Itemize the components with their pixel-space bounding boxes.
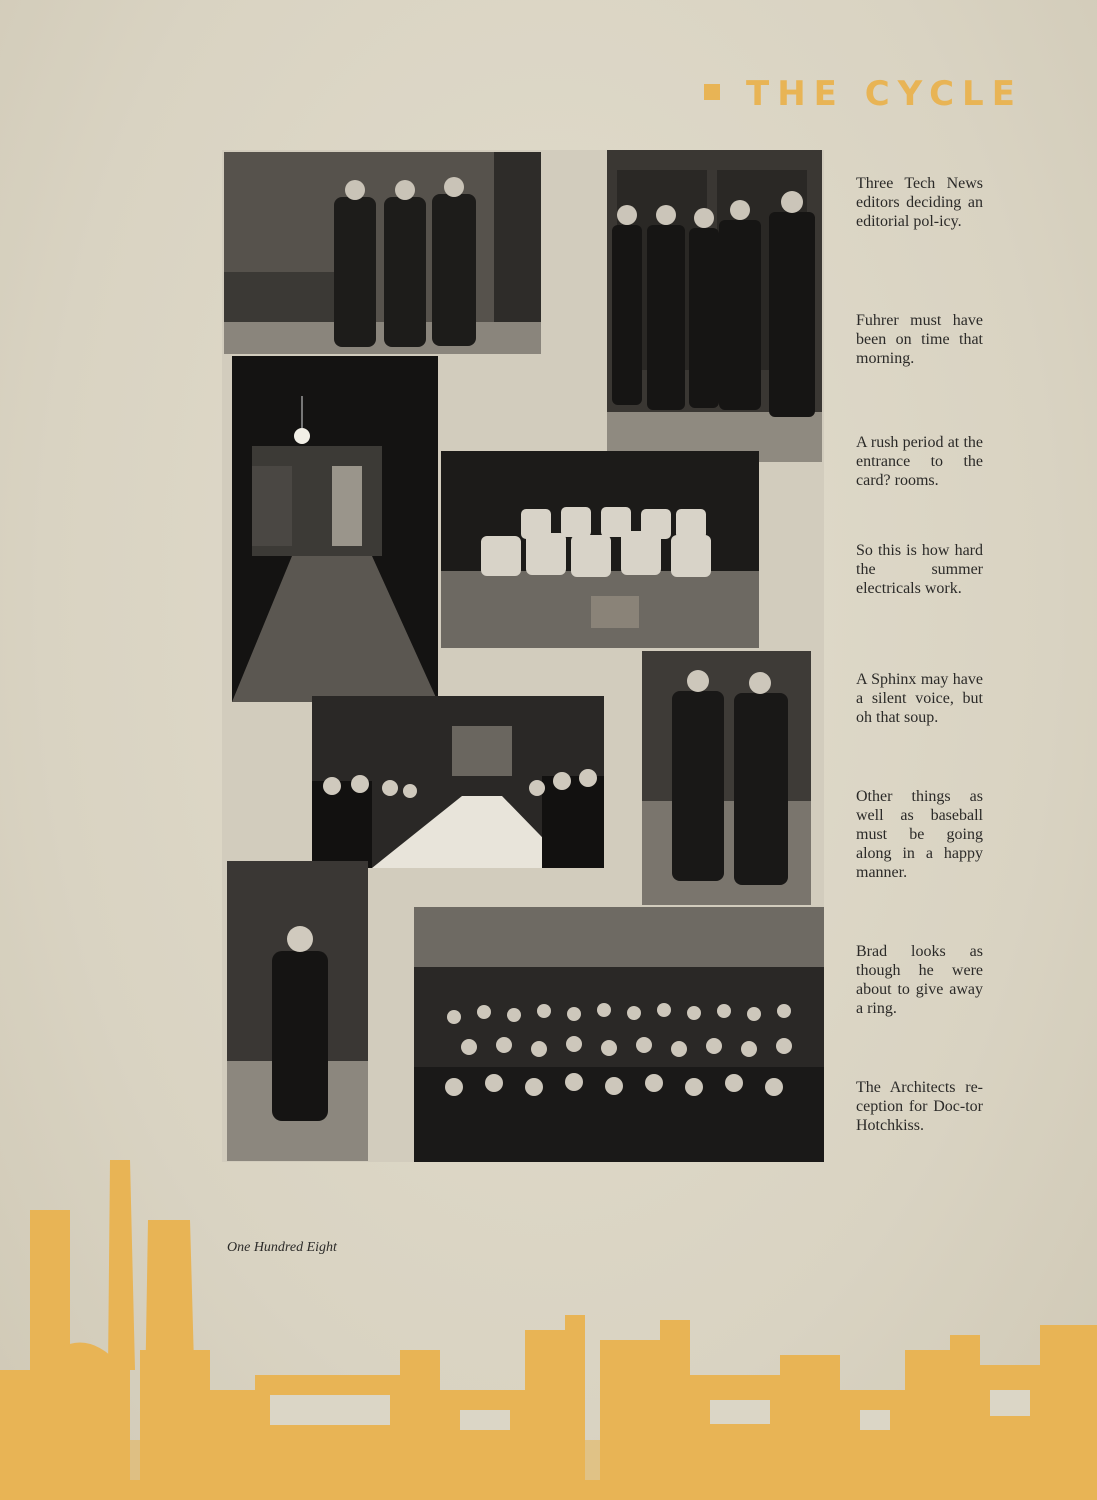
caption-tech-news-editors: Three Tech News editors deciding an editorial pol-icy. [856, 175, 983, 230]
header-square-ornament [704, 84, 720, 100]
photo-two-men [642, 651, 811, 905]
caption-architects: The Architects re-ception for Doc-tor Hotchkiss. [856, 1079, 983, 1134]
photo-sphinx-dinner [312, 696, 604, 868]
caption-rush-period: A rush period at the entrance to the card? rooms. [856, 434, 983, 489]
photo-architects-reception-crowd [414, 907, 824, 1162]
skyline-illustration [0, 1140, 1097, 1500]
photo-corridor [232, 356, 438, 702]
caption-sphinx: A Sphinx may have a silent voice, but oh that soup. [856, 671, 983, 726]
photo-brad [227, 861, 368, 1161]
photo-two-men-figures [642, 651, 811, 905]
page-number: One Hundred Eight [227, 1240, 337, 1255]
page-header-title: THE CYCLE [746, 74, 1023, 114]
photo-architects-reception [414, 907, 824, 1162]
photo-summer-electricals [441, 451, 759, 648]
photo-corridor-scene [232, 356, 438, 702]
photo-summer-electricals-figures [441, 451, 759, 648]
photo-three-editors-figures [224, 152, 541, 354]
photo-fuhrer-group-figures [607, 150, 822, 462]
photo-sphinx-dinner-scene [312, 696, 604, 868]
caption-brad: Brad looks as though he were about to give away a ring. [856, 943, 983, 1017]
caption-baseball: Other things as well as baseball must be going along in a happy manner. [856, 788, 983, 881]
photo-fuhrer-group [607, 150, 822, 462]
caption-summer-electricals: So this is how hard the summer electricals work. [856, 542, 983, 597]
photo-brad-figure [227, 861, 368, 1161]
caption-fuhrer: Fuhrer must have been on time that morning. [856, 312, 983, 367]
photo-three-editors [224, 152, 541, 354]
